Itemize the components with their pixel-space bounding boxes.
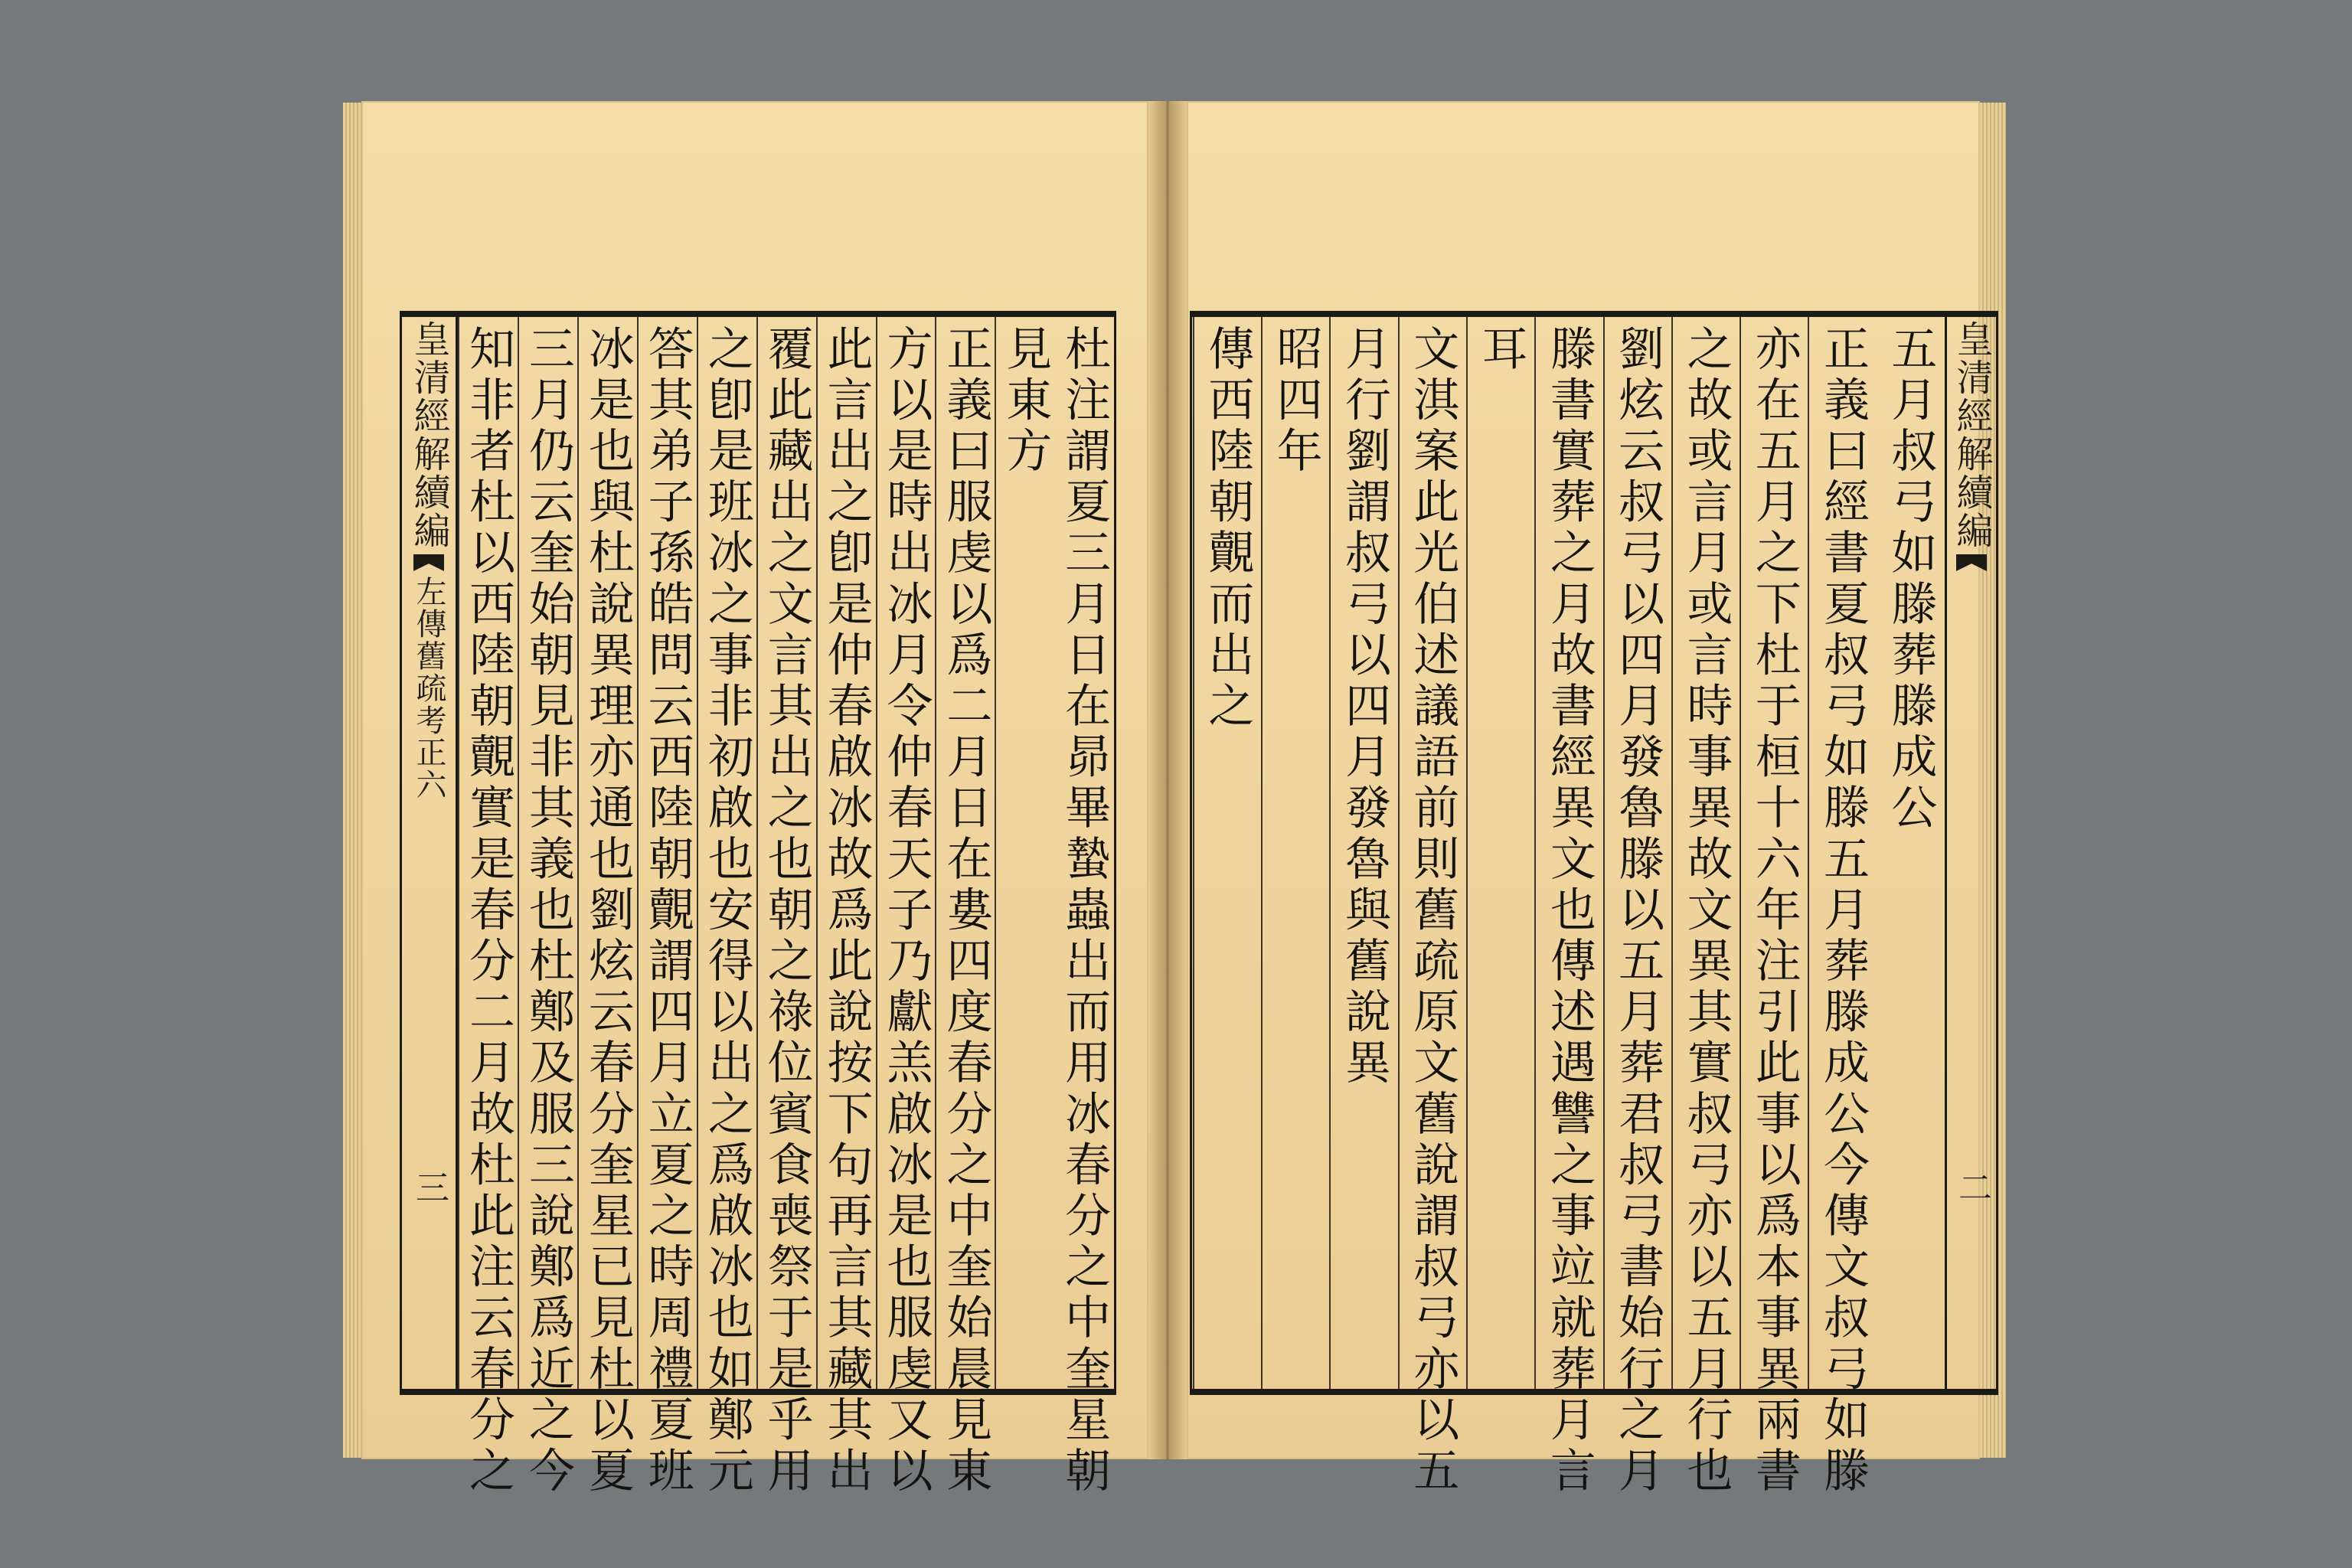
column-text: 耳 — [1474, 325, 1528, 376]
column-text: 五月叔弓如滕葬滕成公 — [1883, 325, 1938, 835]
column-text: 昭四年 — [1269, 325, 1323, 478]
left-banxin — [402, 317, 458, 1389]
column-text: 覆此藏出之文言其出之也朝之祿位賓食喪祭于是乎用 — [760, 325, 814, 1498]
text-column — [1877, 317, 1945, 1389]
column-text: 三月仍云奎始朝見非其義也杜鄭及服三說鄭爲近之今 — [521, 325, 575, 1498]
right-text-columns — [1192, 317, 1945, 1498]
column-text: 亦在五月之下杜于桓十六年注引此事以爲本事異兩書 — [1747, 325, 1802, 1498]
column-text: 杜注謂夏三月日在昴畢蟄蟲出而用冰春分之中奎星朝 — [1057, 325, 1112, 1498]
text-column — [577, 317, 637, 1498]
text-column — [1329, 317, 1397, 1389]
book-gutter — [1148, 101, 1187, 1459]
text-column — [697, 317, 756, 1498]
column-text: 知非者杜以西陸朝覿實是春分二月故杜此注云春分之 — [462, 325, 515, 1498]
text-column — [1808, 317, 1876, 1498]
text-column — [756, 317, 816, 1498]
text-column — [935, 317, 995, 1498]
left-banxin-section: 左傳舊疏考正六 — [411, 576, 446, 801]
text-column — [458, 317, 518, 1498]
text-column — [637, 317, 697, 1498]
column-text: 正義曰經書夏叔弓如滕五月葬滕成公今傳文叔弓如滕 — [1816, 325, 1870, 1498]
text-column — [1193, 317, 1261, 1389]
text-column — [1671, 317, 1740, 1498]
column-text: 月行劉謂叔弓以四月發魯與舊說異 — [1337, 325, 1391, 1089]
text-column — [995, 317, 1054, 1389]
left-banxin-title: 皇清經解續編 — [407, 320, 450, 550]
text-column — [1054, 317, 1114, 1498]
text-column — [1261, 317, 1329, 1389]
column-text: 之卽是班冰之事非初啟也安得以出之爲啟冰也如鄭元 — [700, 325, 754, 1498]
column-text: 傳西陸朝覿而出之 — [1200, 325, 1255, 733]
right-banxin — [1945, 317, 1996, 1389]
column-text: 答其弟子孫皓問云西陸朝覿謂四月立夏之時周禮夏班 — [640, 325, 694, 1498]
left-text-columns — [458, 317, 1114, 1498]
text-column — [1740, 317, 1808, 1498]
column-text: 滕書實葬之月故書經異文也傳述遇讐之事竝就葬月言 — [1542, 325, 1596, 1498]
column-text: 正義曰服虔以爲二月日在婁四度春分之中奎始晨見東 — [939, 325, 993, 1498]
left-text-frame — [400, 311, 1116, 1498]
text-column — [518, 317, 577, 1498]
column-text: 此言出之卽是仲春啟冰故爲此說按下句再言其藏其出 — [819, 325, 874, 1498]
column-text: 方以是時出冰月令仲春天子乃獻羔啟冰是也服虔又以 — [879, 325, 933, 1498]
column-text: 文淇案此光伯述議語前則舊疏原文舊說謂叔弓亦以五 — [1406, 325, 1460, 1498]
text-column — [1534, 317, 1602, 1498]
open-book — [343, 95, 2009, 1498]
left-page-number: 三 — [410, 1170, 449, 1205]
column-text: 劉炫云叔弓以四月發魯滕以五月葬君叔弓書始行之月 — [1611, 325, 1665, 1498]
fish-tail-mark-icon — [1956, 554, 1987, 571]
right-text-frame — [1190, 311, 1998, 1498]
text-column — [1466, 317, 1534, 1389]
column-text: 之故或言月或言時事異故文異其實叔弓亦以五月行也 — [1679, 325, 1733, 1498]
right-page-number: 二 — [1952, 1170, 1991, 1205]
text-column — [1603, 317, 1671, 1498]
right-banxin-title: 皇清經解續編 — [1950, 320, 1993, 550]
text-column — [876, 317, 936, 1498]
column-text: 見東方 — [998, 325, 1053, 478]
text-column — [1398, 317, 1466, 1498]
text-column — [816, 317, 876, 1498]
fish-tail-mark-icon — [413, 554, 444, 571]
column-text: 冰是也與杜說異理亦通也劉炫云春分奎星已見杜以夏 — [580, 325, 635, 1498]
